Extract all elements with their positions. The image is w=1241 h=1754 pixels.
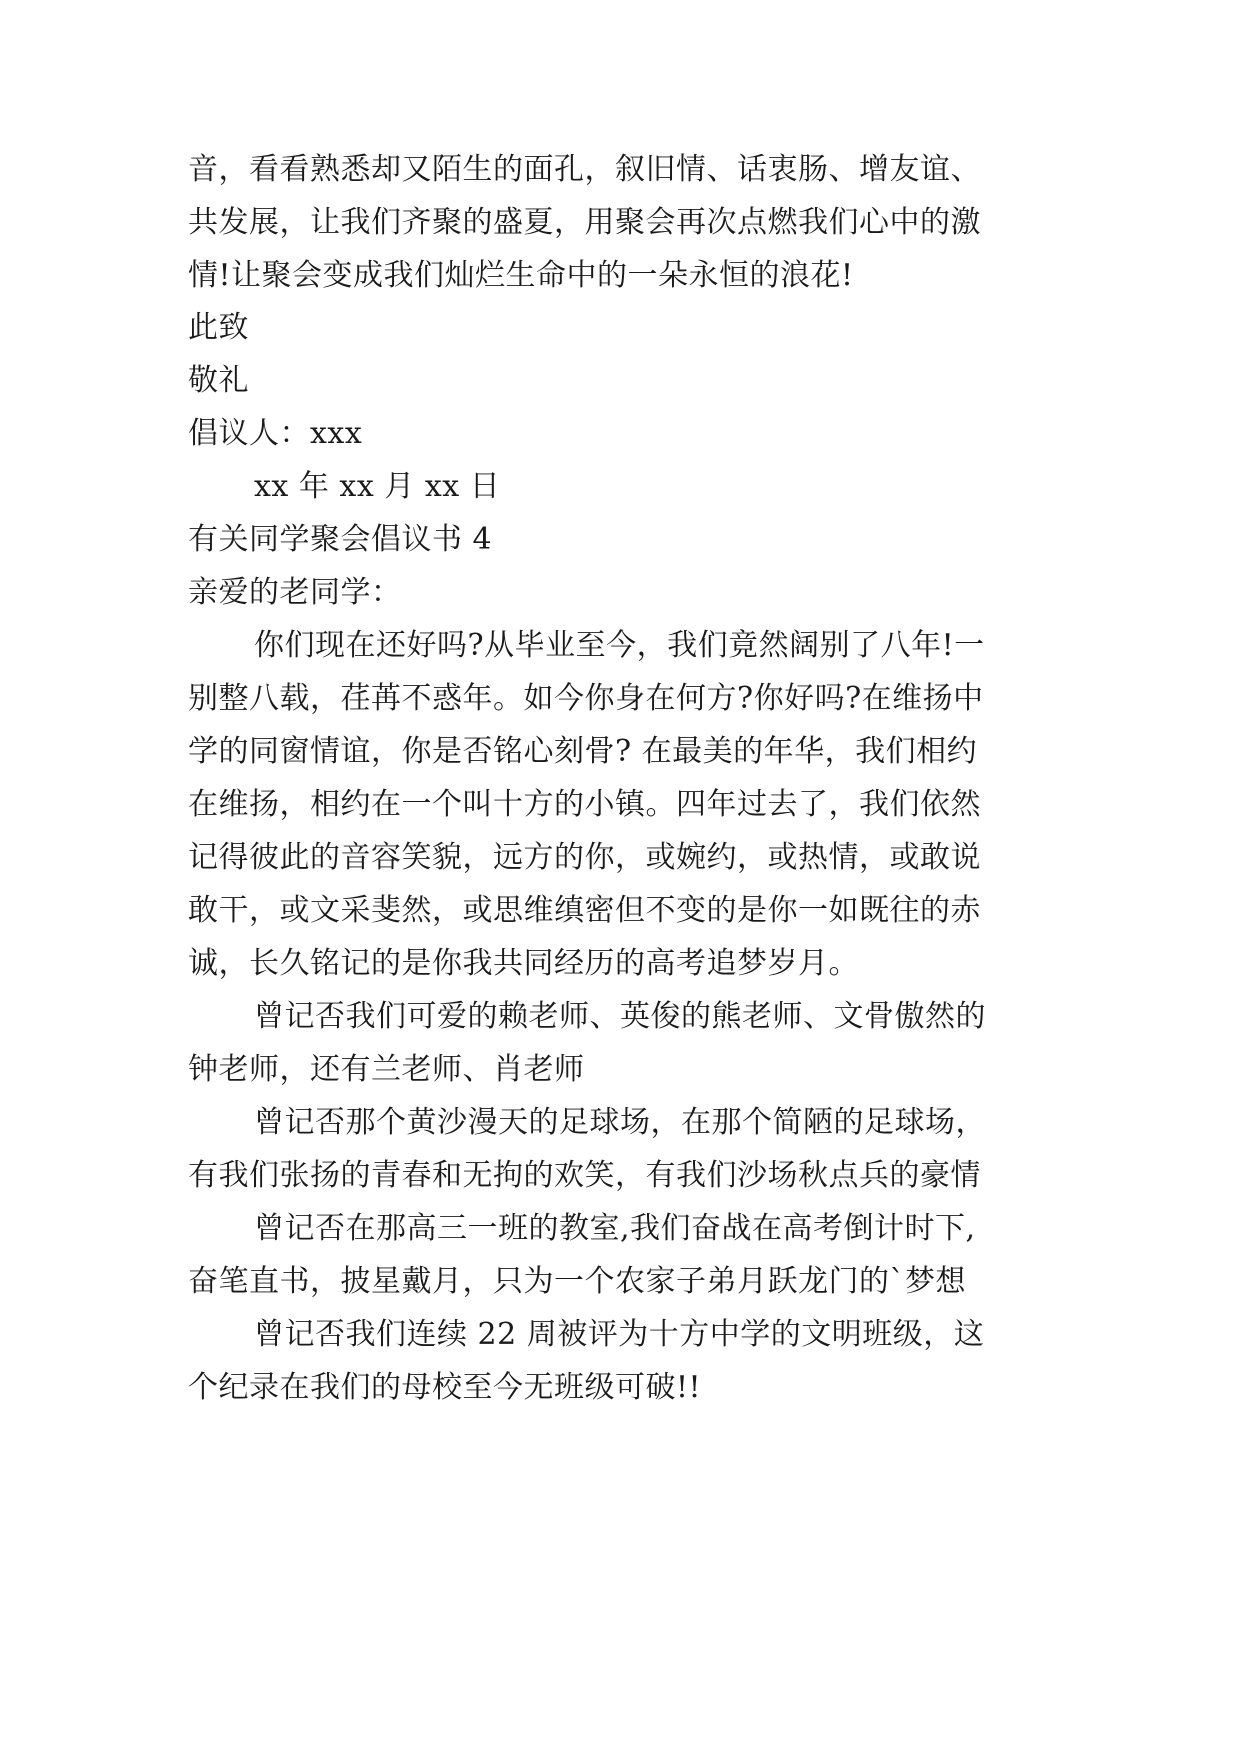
text-line: 音，看看熟悉却又陌生的面孔，叙旧情、话衷肠、增友谊、: [188, 152, 981, 187]
closing-regards: 敬礼: [188, 363, 249, 398]
text-line: 曾记否我们连续 22 周被评为十方中学的文明班级，这: [254, 1317, 985, 1352]
text-line: 诚，长久铭记的是你我共同经历的高考追梦岁月。: [188, 946, 859, 981]
text-line: 在维扬，相约在一个叫十方的小镇。四年过去了，我们依然: [188, 787, 981, 822]
text-line: 共发展，让我们齐聚的盛夏，用聚会再次点燃我们心中的激: [188, 205, 981, 240]
text-line: 敢干，或文采斐然，或思维缜密但不变的是你一如既往的赤: [188, 893, 981, 928]
text-line: 学的同窗情谊，你是否铭心刻骨? 在最美的年华，我们相约: [188, 734, 978, 769]
text-line: 有我们张扬的青春和无拘的欢笑，有我们沙场秋点兵的豪情: [188, 1158, 981, 1193]
section-title: 有关同学聚会倡议书 4: [188, 522, 493, 557]
text-line: 曾记否在那高三一班的教室,我们奋战在高考倒计时下,: [254, 1211, 976, 1246]
greeting: 亲爱的老同学：: [188, 575, 402, 610]
text-line: 别整八载，荏苒不惑年。如今你身在何方?你好吗?在维扬中: [188, 681, 984, 716]
date-line: xx 年 xx 月 xx 日: [254, 469, 501, 504]
text-line: 钟老师，还有兰老师、肖老师: [188, 1052, 585, 1087]
text-line: 奋笔直书，披星戴月，只为一个农家子弟月跃龙门的`梦想: [188, 1264, 966, 1299]
text-line: 曾记否我们可爱的赖老师、英俊的熊老师、文骨傲然的: [254, 999, 986, 1034]
text-line: 个纪录在我们的母校至今无班级可破!!: [188, 1370, 702, 1405]
closing-salutation: 此致: [188, 310, 249, 345]
text-line: 情!让聚会变成我们灿烂生命中的一朵永恒的浪花!: [188, 258, 854, 293]
text-line: 曾记否那个黄沙漫天的足球场，在那个简陋的足球场，: [254, 1105, 986, 1140]
text-line: 你们现在还好吗?从毕业至今，我们竟然阔别了八年!一: [254, 628, 985, 663]
proposer-signature: 倡议人：xxx: [188, 416, 363, 451]
text-line: 记得彼此的音容笑貌，远方的你，或婉约，或热情，或敢说: [188, 840, 981, 875]
